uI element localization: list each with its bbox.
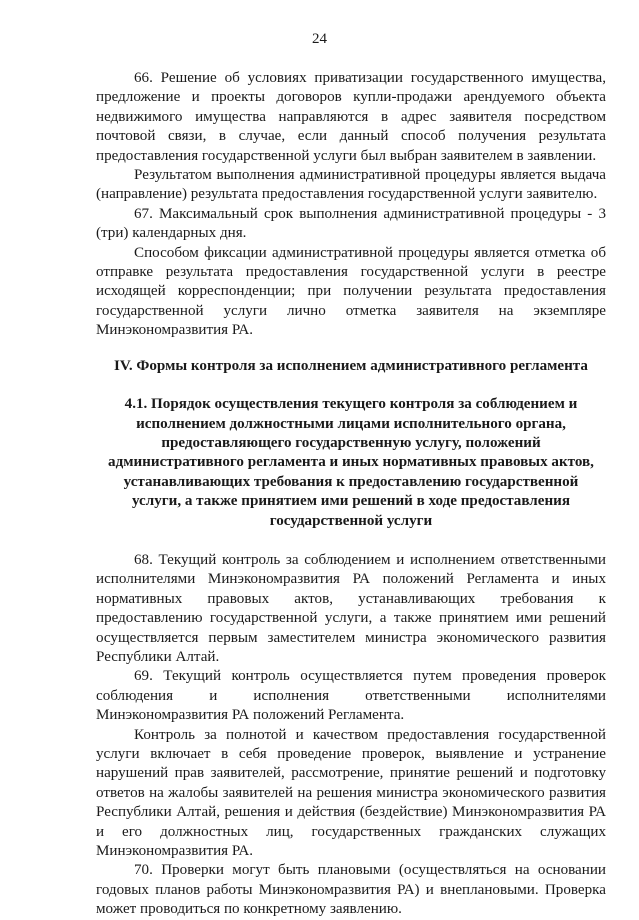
paragraph-69: 69. Текущий контроль осуществляется путем проведения проверок соблюдения и исполнения ответственными исполнителями Минэкономразвития РА положений Регламента. <box>96 668 606 724</box>
paragraph-68: 68. Текущий контроль за соблюдением и исполнением ответственными исполнителями Минэкономразвития РА положений Регламента и иных нормативных правовых актов, устанавливающих требования к предоставлению государственной услуги, а также принятием ими решений осуществляется первым заместителем министра экономического развития Республики Алтай. <box>96 551 606 665</box>
subsection-title: 4.1. Порядок осуществления текущего контроля за соблюдением и исполнением должностными лицами исполнительного органа, предоставляющего государственную услугу, положений административного регламента и иных нормативных правовых актов, устанавливающих требования к предоставлению государственной услуги, а также принятием ими решений в ходе предоставления государственной услуги <box>108 396 594 529</box>
section-title: IV. Формы контроля за исполнением административного регламента <box>114 357 588 374</box>
paragraph-66: 66. Решение об условиях приватизации государственного имущества, предложение и проекты договоров купли-продажи арендуемого объекта недвижимого имущества направляются в адрес заявителя посредством почтовой связи, в случае, если данный способ получения результата предоставления государственной услуги был выбран заявителем в заявлении. <box>96 70 606 164</box>
paragraph-result: Результатом выполнения административной процедуры является выдача (направление) результата предоставления государственной услуги заявителю. <box>96 167 606 203</box>
page-number: 24 <box>312 31 327 47</box>
document-body <box>96 69 606 920</box>
paragraph-control: Контроль за полнотой и качеством предоставления государственной услуги включает в себя проведение проверок, выявление и устранение нарушений прав заявителей, рассмотрение, принятие решений и подготовку ответов на жалобы заявителей на решения министра экономического развития Республики Алтай, решения и действия (бездействие) Минэкономразвития РА и его должностных лиц, государственных гражданских служащих Минэкономразвития РА. <box>96 726 606 860</box>
paragraph-67: 67. Максимальный срок выполнения административной процедуры - 3 (три) календарных дня. <box>96 205 606 242</box>
paragraph-fixation: Способом фиксации административной процедуры является отметка об отправке результата предоставления государственной услуги в реестре исходящей корреспонденции; при получении результата предоставления государственной услуги лично отметка заявителя на экземпляре Минэкономразвития РА. <box>96 244 606 339</box>
paragraph-70: 70. Проверки могут быть плановыми (осуществляться на основании годовых планов работы Минэкономразвития РА) и внеплановыми. Проверка может проводиться по конкретному заявлению. <box>96 862 606 918</box>
